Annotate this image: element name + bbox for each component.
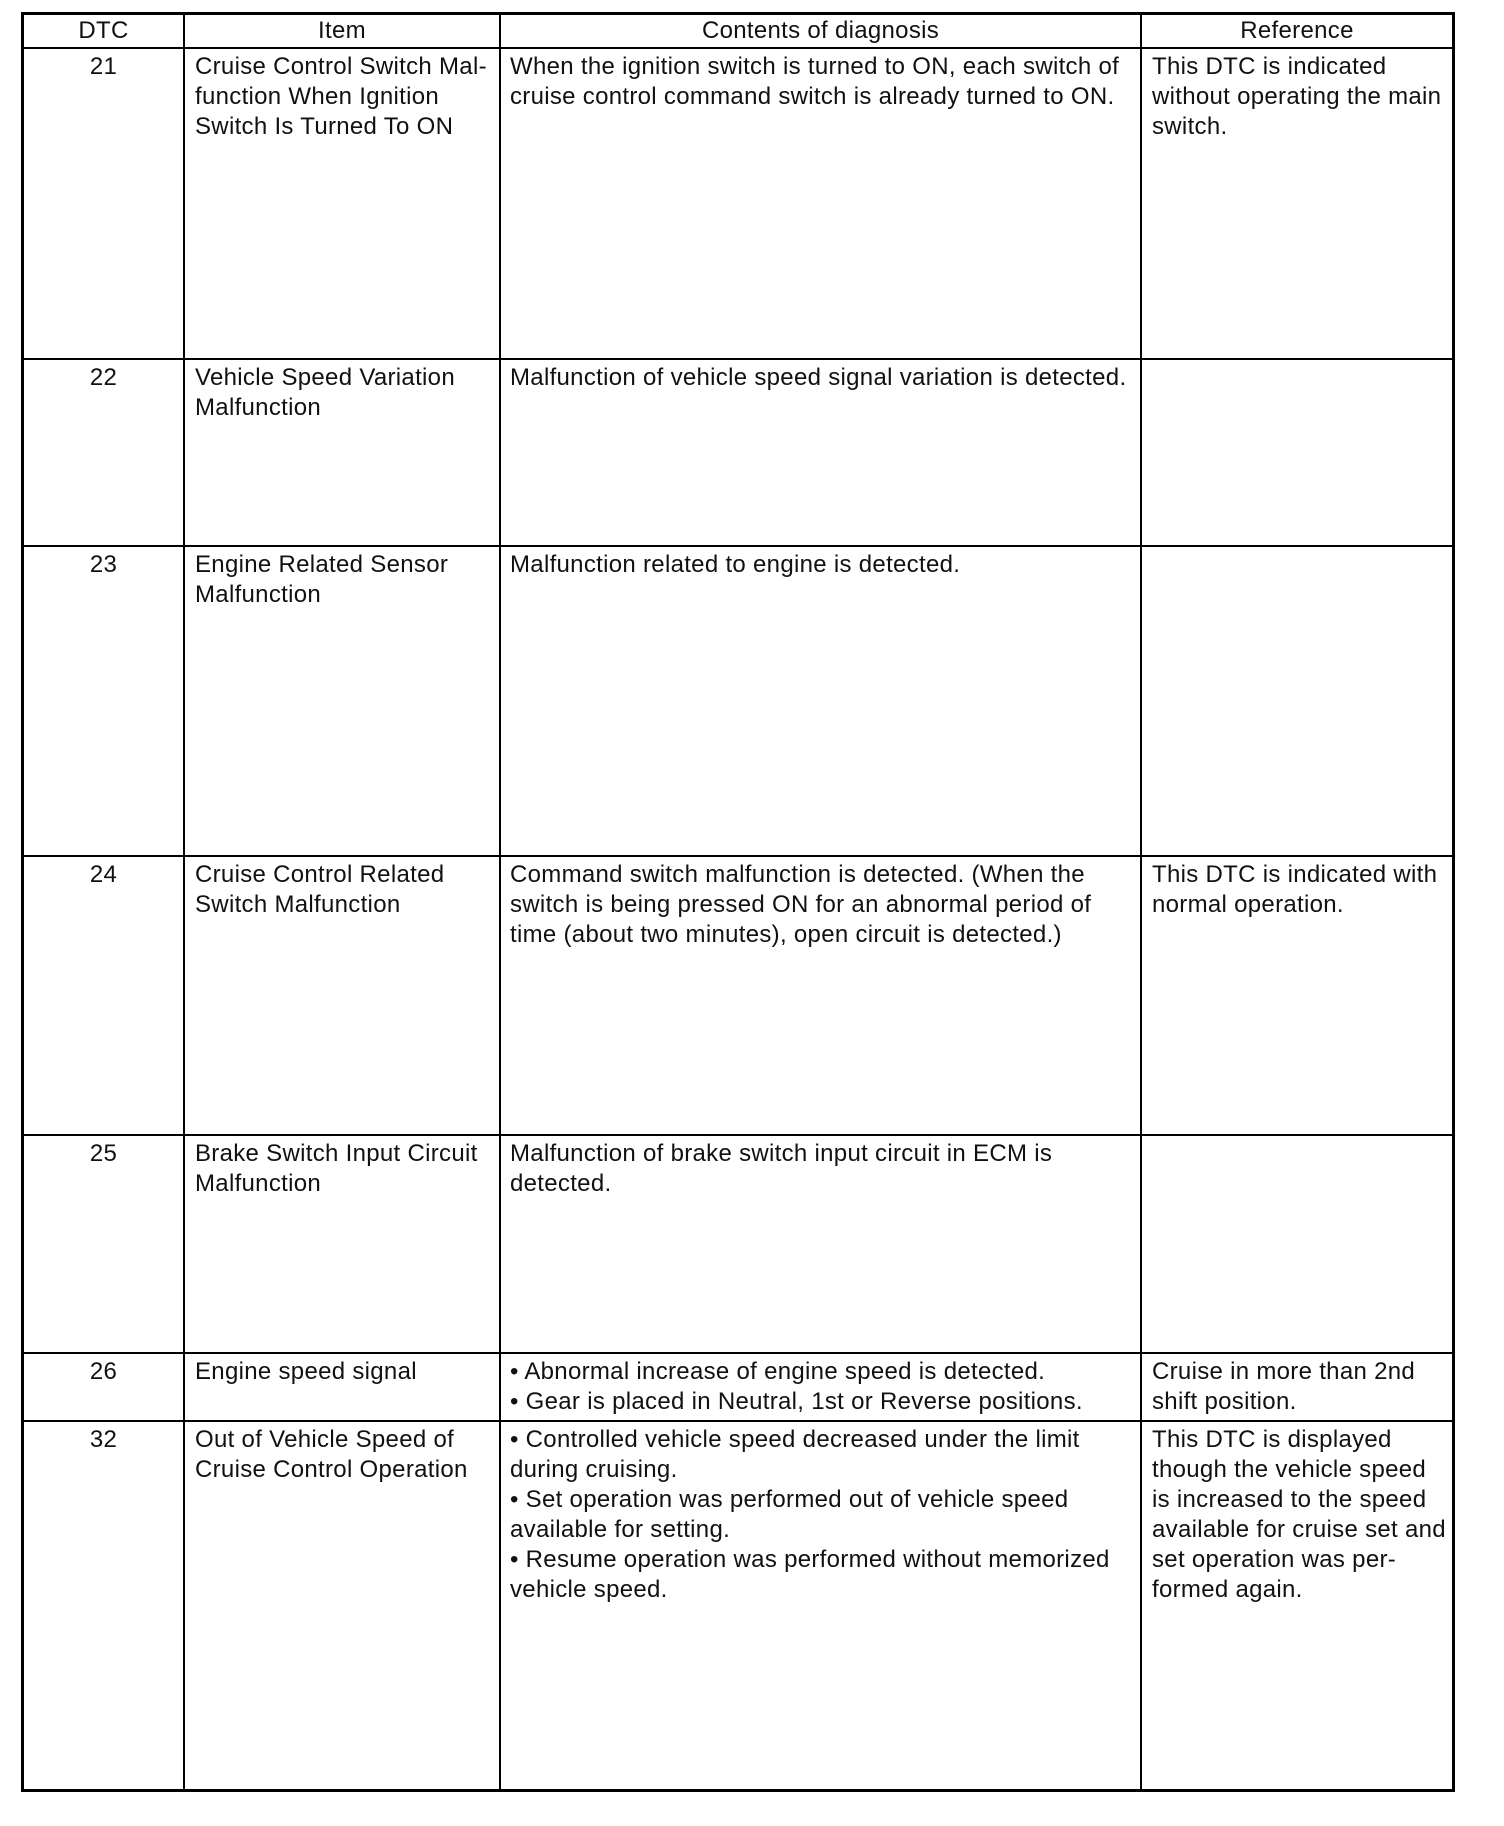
dtc-table: [21, 12, 1455, 1792]
header-item: [185, 15, 501, 47]
contents-cell: [501, 1422, 1142, 1789]
reference-line: Cruise in more than 2nd: [1152, 1358, 1416, 1385]
item-line: Switch Is Turned To ON: [195, 113, 454, 140]
contents-bullet-line: • Set operation was performed out of vehicle speed: [510, 1486, 1069, 1513]
header-dtc-label: DTC: [78, 17, 129, 44]
dtc-code: 21: [89, 53, 118, 80]
item-line: Brake Switch Input Circuit: [195, 1140, 478, 1167]
contents-line: Malfunction related to engine is detected.: [510, 551, 961, 578]
reference-line: normal operation.: [1152, 891, 1344, 918]
table-row: [24, 547, 1452, 857]
reference-cell: [1142, 857, 1452, 1134]
reference-line: shift position.: [1152, 1388, 1297, 1415]
contents-line: detected.: [510, 1170, 612, 1197]
table-row: [24, 857, 1452, 1136]
dtc-code: 24: [89, 861, 118, 888]
item-line: Engine speed signal: [195, 1358, 417, 1385]
reference-line: available for cruise set and: [1152, 1516, 1446, 1543]
header-item-label: Item: [318, 17, 366, 44]
item-cell: [185, 1354, 501, 1420]
table-row: [24, 360, 1452, 547]
reference-cell: [1142, 547, 1452, 855]
reference-line: This DTC is indicated with: [1152, 861, 1438, 888]
item-line: Vehicle Speed Variation: [195, 364, 455, 391]
dtc-cell: [24, 547, 185, 855]
contents-cell: [501, 1136, 1142, 1352]
reference-line: though the vehicle speed: [1152, 1456, 1427, 1483]
contents-line: vehicle speed.: [510, 1576, 668, 1603]
reference-line: switch.: [1152, 113, 1228, 140]
contents-cell: [501, 1354, 1142, 1420]
contents-bullet-line: • Resume operation was performed without memorized: [510, 1546, 1110, 1573]
item-cell: [185, 1422, 501, 1789]
contents-cell: [501, 360, 1142, 545]
table-row: [24, 1354, 1452, 1422]
contents-bullet-line: • Abnormal increase of engine speed is detected.: [510, 1358, 1046, 1385]
dtc-code: 32: [89, 1426, 118, 1453]
reference-line: is increased to the speed: [1152, 1486, 1427, 1513]
dtc-cell: [24, 1354, 185, 1420]
reference-line: formed again.: [1152, 1576, 1303, 1603]
contents-line: Malfunction of brake switch input circuit in ECM is: [510, 1140, 1053, 1167]
item-cell: [185, 1136, 501, 1352]
item-line: Cruise Control Operation: [195, 1456, 468, 1483]
reference-cell: [1142, 1422, 1452, 1789]
header-contents-label: Contents of diagnosis: [701, 17, 940, 44]
reference-cell: [1142, 1354, 1452, 1420]
reference-line: set operation was per-: [1152, 1546, 1397, 1573]
contents-cell: [501, 547, 1142, 855]
table-row: [24, 1136, 1452, 1354]
item-cell: [185, 360, 501, 545]
dtc-cell: [24, 360, 185, 545]
dtc-code: 22: [89, 364, 118, 391]
item-cell: [185, 857, 501, 1134]
item-line: Out of Vehicle Speed of: [195, 1426, 455, 1453]
table-row: [24, 1422, 1452, 1789]
item-line: Cruise Control Related: [195, 861, 445, 888]
dtc-cell: [24, 857, 185, 1134]
table-row: [24, 49, 1452, 360]
item-line: Switch Malfunction: [195, 891, 401, 918]
header-contents: [501, 15, 1142, 47]
reference-line: This DTC is indicated: [1152, 53, 1387, 80]
dtc-cell: [24, 49, 185, 358]
item-cell: [185, 547, 501, 855]
reference-line: This DTC is displayed: [1152, 1426, 1392, 1453]
reference-line: without operating the main: [1152, 83, 1442, 110]
contents-line: available for setting.: [510, 1516, 731, 1543]
item-line: Engine Related Sensor: [195, 551, 449, 578]
contents-line: Malfunction of vehicle speed signal variation is detected.: [510, 364, 1127, 391]
item-line: function When Ignition: [195, 83, 440, 110]
item-line: Cruise Control Switch Mal-: [195, 53, 487, 80]
reference-cell: [1142, 1136, 1452, 1352]
contents-line: during cruising.: [510, 1456, 678, 1483]
header-reference: [1142, 15, 1452, 47]
contents-cell: [501, 857, 1142, 1134]
item-cell: [185, 49, 501, 358]
dtc-code: 23: [89, 551, 118, 578]
table-header-row: [24, 15, 1452, 49]
contents-bullet-line: • Controlled vehicle speed decreased under the limit: [510, 1426, 1080, 1453]
dtc-code: 26: [89, 1358, 118, 1385]
item-line: Malfunction: [195, 394, 322, 421]
contents-line: Command switch malfunction is detected. (When the: [510, 861, 1085, 888]
dtc-code: 25: [89, 1140, 118, 1167]
dtc-cell: [24, 1136, 185, 1352]
reference-cell: [1142, 49, 1452, 358]
item-line: Malfunction: [195, 1170, 322, 1197]
contents-line: time (about two minutes), open circuit is detected.): [510, 921, 1062, 948]
item-line: Malfunction: [195, 581, 322, 608]
contents-line: cruise control command switch is already turned to ON.: [510, 83, 1115, 110]
contents-bullet-line: • Gear is placed in Neutral, 1st or Reverse positions.: [510, 1388, 1083, 1415]
header-reference-label: Reference: [1240, 17, 1354, 44]
contents-line: When the ignition switch is turned to ON, each switch of: [510, 53, 1120, 80]
header-dtc: [24, 15, 185, 47]
contents-cell: [501, 49, 1142, 358]
dtc-cell: [24, 1422, 185, 1789]
reference-cell: [1142, 360, 1452, 545]
contents-line: switch is being pressed ON for an abnormal period of: [510, 891, 1092, 918]
